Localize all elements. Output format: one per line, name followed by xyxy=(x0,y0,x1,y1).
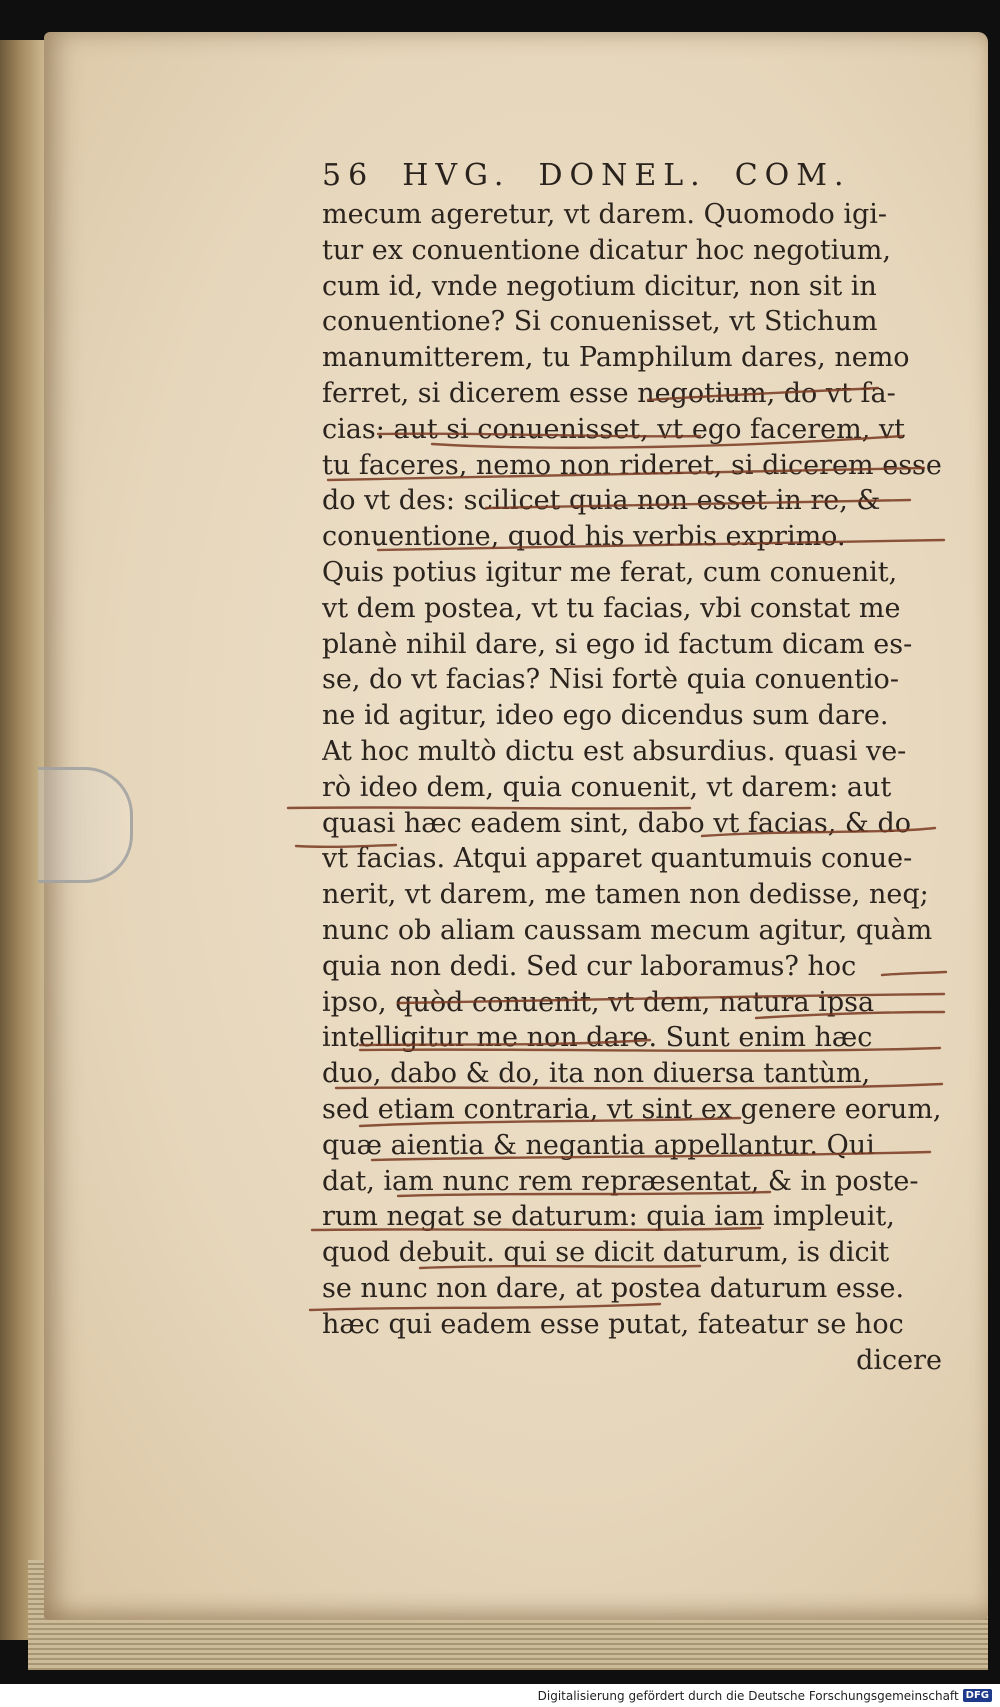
text-line: sed etiam contraria, vt sint ex genere eorum, xyxy=(322,1093,942,1125)
text-line: se, do vt facias? Nisi fortè quia conuentio- xyxy=(322,664,899,696)
text-line: quia non dedi. Sed cur laboramus? hoc xyxy=(322,950,857,982)
running-title-word: COM. xyxy=(734,158,851,193)
text-line: cias: aut si conuenisset, vt ego facerem, vt xyxy=(322,413,905,445)
text-line: nerit, vt darem, me tamen non dedisse, neq; xyxy=(322,879,929,911)
digitization-footer xyxy=(0,1684,1000,1707)
running-header xyxy=(322,158,942,194)
text-line: rò ideo dem, quia conuenit, vt darem: aut xyxy=(322,771,892,803)
text-line: do vt des: scilicet quia non esset in re, & xyxy=(322,485,881,517)
page-number: 56 xyxy=(322,158,375,193)
text-line: manumitterem, tu Pamphilum dares, nemo xyxy=(322,342,910,374)
text-line: rum negat se daturum: quia iam impleuit, xyxy=(322,1201,895,1233)
text-line: mecum ageretur, vt darem. Quomodo igi- xyxy=(322,199,888,230)
text-line: planè nihil dare, si ego id factum dicam es- xyxy=(322,628,913,660)
catchword: dicere xyxy=(856,1344,942,1376)
text-line: ferret, si dicerem esse negotium, do vt fa- xyxy=(322,377,896,409)
running-title-word: HVG. xyxy=(402,158,511,193)
body-text xyxy=(322,197,942,1378)
text-line: tu faceres, nemo non rideret, si dicerem esse xyxy=(322,449,942,481)
text-line: Quis potius igitur me ferat, cum conuenit, xyxy=(322,556,898,588)
text-line: tur ex conuentione dicatur hoc negotium, xyxy=(322,234,891,266)
text-line: duo, dabo & do, ita non diuersa tantùm, xyxy=(322,1058,871,1090)
text-line: quæ aientia & negantia appellantur. Qui xyxy=(322,1129,875,1161)
text-line: vt dem postea, vt tu facias, vbi constat me xyxy=(322,592,901,624)
footer-credit: Digitalisierung gefördert durch die Deutsche Forschungsgemeinschaft xyxy=(537,1688,959,1703)
text-line: conuentione, quod his verbis exprimo. xyxy=(322,521,846,553)
text-line: intelligitur me non dare. Sunt enim hæc xyxy=(322,1022,873,1054)
text-line: hæc qui eadem esse putat, fateatur se hoc xyxy=(322,1308,904,1340)
text-line: vt facias. Atqui apparet quantumuis conue- xyxy=(322,843,913,875)
running-title-word: DONEL. xyxy=(538,158,707,193)
paper-clip xyxy=(38,767,133,883)
text-line: nunc ob aliam caussam mecum agitur, quàm xyxy=(322,914,933,946)
text-line: quod debuit. qui se dicit daturum, is dicit xyxy=(322,1237,890,1269)
text-line: conuentione? Si conuenisset, vt Stichum xyxy=(322,306,878,338)
text-line: cum id, vnde negotium dicitur, non sit in xyxy=(322,270,877,302)
text-line: dat, iam nunc rem repræsentat, & in poste- xyxy=(322,1165,919,1197)
dfg-logo-icon: DFG xyxy=(963,1689,992,1702)
text-line: ipso, quòd conuenit, vt dem, natura ipsa xyxy=(322,986,875,1018)
text-line: se nunc non dare, at postea daturum esse. xyxy=(322,1272,905,1304)
text-line: At hoc multò dictu est absurdius. quasi ve- xyxy=(322,735,907,767)
text-line: ne id agitur, ideo ego dicendus sum dare. xyxy=(322,700,889,732)
text-line: quasi hæc eadem sint, dabo vt facias, & do xyxy=(322,807,912,839)
